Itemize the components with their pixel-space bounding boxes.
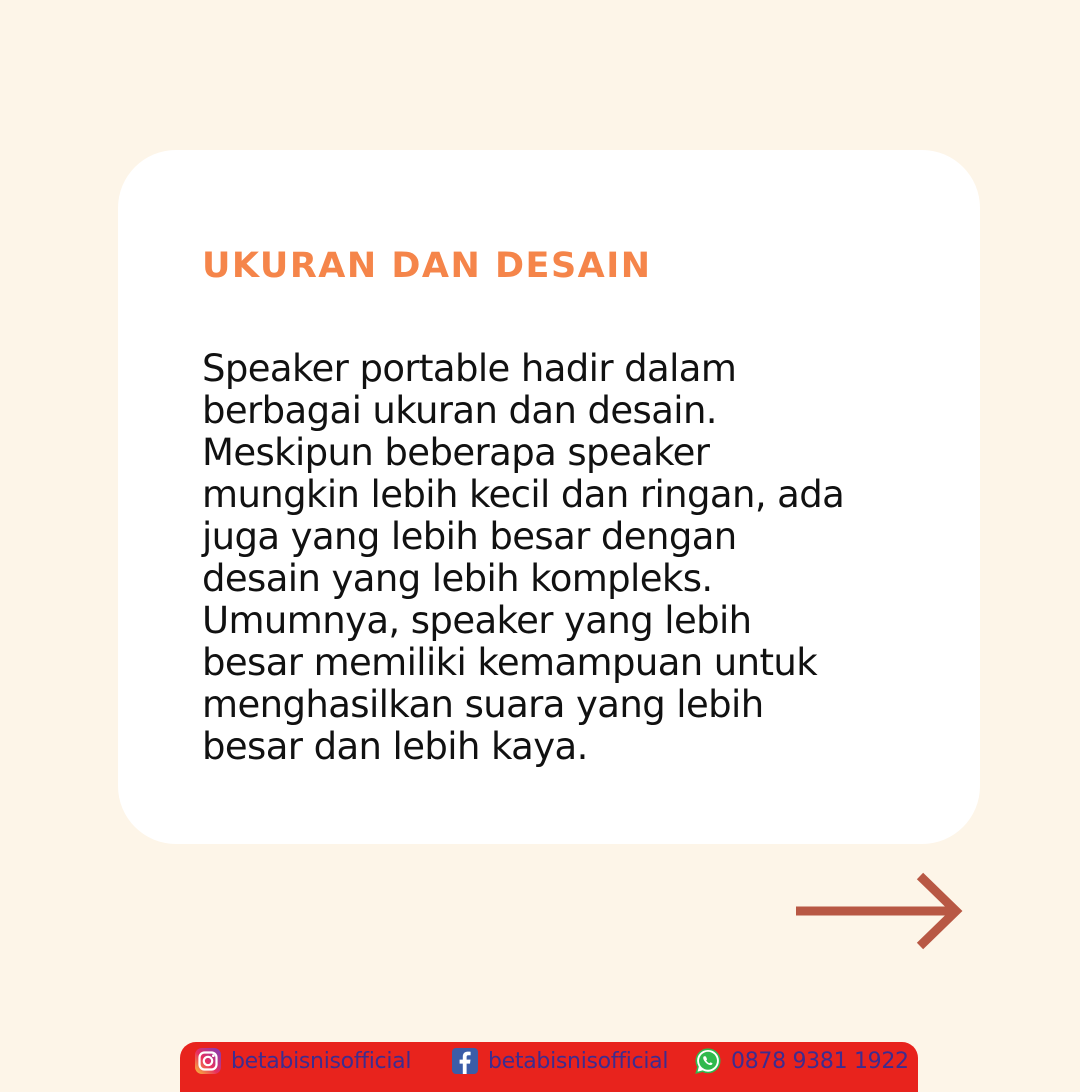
facebook-handle: betabisnisofficial	[488, 1048, 669, 1074]
content-card	[118, 150, 980, 844]
instagram-link[interactable]	[194, 1042, 411, 1080]
body-line: berbagai ukuran dan desain.	[202, 389, 717, 432]
social-footer-bar	[180, 1042, 918, 1092]
body-line: Meskipun beberapa speaker	[202, 431, 710, 474]
instagram-handle: betabisnisofficial	[231, 1048, 412, 1074]
body-line: mungkin lebih kecil dan ringan, ada	[202, 473, 845, 516]
arrow-right-icon[interactable]	[792, 870, 968, 952]
section-heading: UKURAN DAN DESAIN	[202, 246, 652, 286]
whatsapp-icon	[694, 1047, 722, 1075]
facebook-link[interactable]	[451, 1042, 668, 1080]
instagram-icon	[194, 1047, 222, 1075]
body-line: Speaker portable hadir dalam	[202, 347, 737, 390]
body-paragraph	[202, 348, 902, 768]
body-line: Umumnya, speaker yang lebih	[202, 599, 752, 642]
body-line: besar memiliki kemampuan untuk	[202, 641, 818, 684]
facebook-icon	[451, 1047, 479, 1075]
body-line: desain yang lebih kompleks.	[202, 557, 713, 600]
whatsapp-link[interactable]	[694, 1042, 909, 1080]
body-line: menghasilkan suara yang lebih	[202, 683, 764, 726]
whatsapp-number: 0878 9381 1922	[731, 1048, 909, 1074]
body-line: juga yang lebih besar dengan	[202, 515, 737, 558]
body-line: besar dan lebih kaya.	[202, 725, 588, 768]
